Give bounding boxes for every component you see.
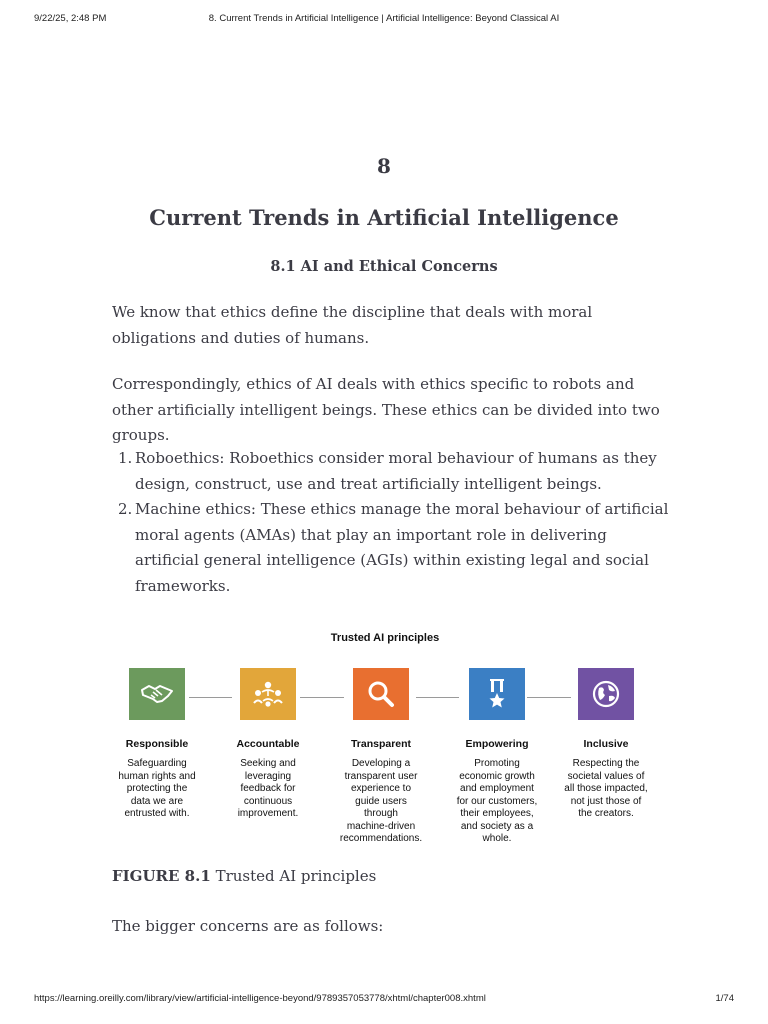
principle-description: Seeking and leveraging feedback for continuous improvement. [237, 758, 299, 819]
list-item [112, 497, 672, 599]
paragraph-concerns-intro: The bigger concerns are as follows: [112, 917, 384, 935]
chapter-title: Current Trends in Artificial Intelligence [149, 205, 619, 230]
print-page-number: 1/74 [715, 993, 734, 1004]
trusted-ai-principles-figure [100, 625, 670, 865]
ethics-groups-list [112, 446, 672, 599]
principle-tile [240, 668, 296, 720]
figure-caption [112, 867, 376, 885]
principle-name: Inclusive [583, 738, 629, 750]
list-item-number: 1. [118, 449, 133, 467]
paragraph-ai-ethics: Correspondingly, ethics of AI deals with ethics specific to robots and other artificially intelligent beings. These ethics can be divided into two groups. [112, 375, 660, 444]
principle-tile [578, 668, 634, 720]
figure-caption-label: FIGURE 8.1 [112, 867, 211, 885]
print-footer [0, 993, 768, 1007]
principle-description: Respecting the societal values of all those impacted, not just those of the creators. [564, 758, 648, 819]
list-item-text: Machine ethics: These ethics manage the moral behaviour of artificial moral agents (AMAs) that play an important role in delivering artificial general intelligence (AGIs) within existing legal and social frameworks. [135, 500, 669, 595]
handshake-icon [140, 681, 174, 707]
principle-tile [129, 668, 185, 720]
principle-responsible [97, 668, 217, 821]
principle-tile [469, 668, 525, 720]
magnifier-icon [366, 679, 396, 709]
print-datetime: 9/22/25, 2:48 PM [34, 13, 107, 24]
principle-tile [353, 668, 409, 720]
principle-inclusive [546, 668, 666, 821]
list-item [112, 446, 672, 497]
people-icon [251, 679, 285, 709]
chapter-number: 8 [377, 154, 391, 178]
principle-name: Accountable [236, 738, 300, 750]
principle-description: Promoting economic growth and employment for our customers, their employees, and society as a whole. [456, 758, 538, 844]
figure-title: Trusted AI principles [330, 632, 440, 644]
principle-name: Responsible [125, 738, 189, 750]
principle-description: Developing a transparent user experience to guide users through machine-driven recommendations. [339, 758, 423, 844]
principle-accountable [208, 668, 328, 821]
principle-name: Empowering [465, 738, 529, 750]
print-url: https://learning.oreilly.com/library/view/artificial-intelligence-beyond/9789357053778/xhtml/chapter008.xhtml [34, 993, 486, 1004]
medal-icon [485, 678, 509, 710]
print-header [0, 13, 768, 27]
principle-empowering [437, 668, 557, 846]
list-item-number: 2. [118, 500, 133, 518]
print-page-title: 8. Current Trends in Artificial Intelligence | Artificial Intelligence: Beyond Classical AI [208, 13, 560, 24]
list-item-text: Roboethics: Roboethics consider moral behaviour of humans as they design, construct, use and treat artificially intelligent beings. [135, 449, 657, 493]
globe-icon [591, 679, 621, 709]
paragraph-ethics-definition: We know that ethics define the discipline that deals with moral obligations and duties of humans. [112, 303, 593, 347]
section-title: 8.1 AI and Ethical Concerns [270, 258, 498, 275]
principle-transparent [321, 668, 441, 846]
principle-name: Transparent [350, 738, 412, 750]
figure-caption-text: Trusted AI principles [215, 867, 377, 885]
principle-description: Safeguarding human rights and protecting the data we are entrusted with. [118, 758, 196, 819]
